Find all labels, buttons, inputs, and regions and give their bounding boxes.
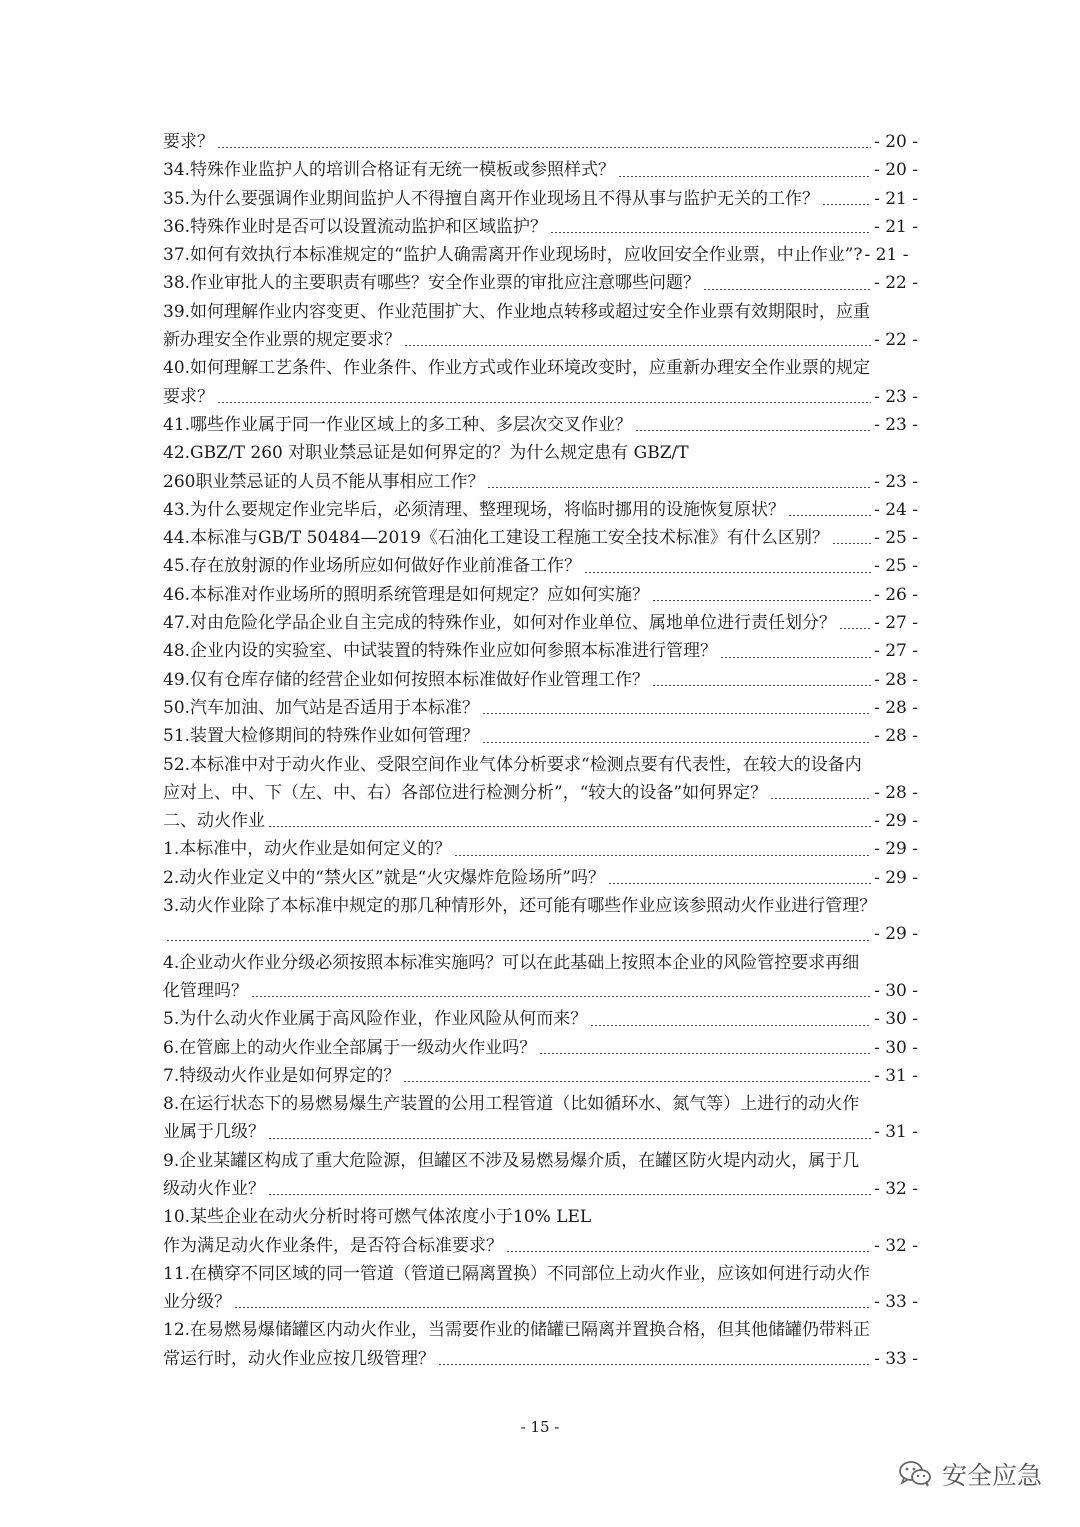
toc-page-number: - 29 -: [874, 811, 918, 832]
toc-line: [163, 552, 918, 580]
toc-line: [163, 1260, 918, 1288]
watermark: [898, 1456, 1042, 1492]
toc-line: [163, 807, 918, 835]
toc-line: [163, 977, 918, 1005]
toc-entry-text: 41.哪些作业属于同一作业区域上的多工种、多层次交叉作业？: [163, 414, 633, 435]
toc-entry-text: 二、动火作业: [163, 811, 265, 832]
dot-leader: [487, 487, 871, 488]
toc-entry-text: 260职业禁忌证的人员不能从事相应工作？: [163, 471, 485, 492]
toc-entry-text: 10.某些企业在动火分析时将可燃气体浓度小于10% LEL: [163, 1207, 592, 1228]
dot-leader: [217, 402, 871, 403]
dot-leader: [822, 204, 871, 205]
dot-leader: [584, 572, 871, 573]
toc-page-number: - 27 -: [874, 641, 918, 662]
watermark-text: 安全应急: [941, 1461, 1042, 1490]
toc-entry-text: 45.存在放射源的作业场所应如何做好作业前准备工作？: [163, 556, 582, 577]
toc-entry-text: 39.如何理解作业内容变更、作业范围扩大、作业地点转移或超过安全作业票有效期限时，应重: [163, 301, 871, 322]
toc-entry-text: 47.对由危险化学品企业自主完成的特殊作业，如何对作业单位、属地单位进行责任划分？: [163, 613, 837, 634]
dot-leader: [438, 1364, 871, 1365]
toc-line: [163, 779, 918, 807]
toc-entry-text: 46.本标准对作业场所的照明系统管理是如何规定？应如何实施？: [163, 584, 650, 605]
toc-page-number: - 31 -: [874, 1065, 918, 1086]
toc-entry-text: 42.GBZ/T 260 对职业禁忌证是如何界定的？为什么规定患有 GBZ/T: [163, 443, 689, 464]
toc-entry-text: 2.动火作业定义中的“禁火区”就是“火灾爆炸危险场所”吗？: [163, 867, 605, 888]
dot-leader: [703, 289, 871, 290]
dot-leader: [234, 1307, 871, 1308]
toc-entry-text: 6.在管廊上的动火作业全部属于一级动火作业吗？: [163, 1037, 537, 1058]
toc-line: [163, 581, 918, 609]
toc-entry-text: 9.企业某罐区构成了重大危险源，但罐区不涉及易燃易爆介质，在罐区防火堤内动火，属于几: [163, 1150, 860, 1171]
toc-line: [163, 326, 918, 354]
toc-line: [163, 1316, 918, 1344]
toc-entry-text: 作为满足动火作业条件，是否符合标准要求？: [163, 1235, 503, 1256]
toc-page-number: - 28 -: [874, 726, 918, 747]
toc-entry-text: 11.在横穿不同区域的同一管道（管道已隔离置换）不同部位上动火作业，应该如何进行动火作: [163, 1263, 871, 1284]
toc-page-number: - 28 -: [874, 669, 918, 690]
toc-entry-text: 要求？: [163, 386, 214, 407]
toc-line: [163, 1118, 918, 1146]
toc-entry-text: 52.本标准中对于动火作业、受限空间作业气体分析要求“检测点要有代表性，在较大的设备内: [163, 754, 862, 775]
toc-page-number: - 28 -: [874, 782, 918, 803]
page-number: - 15 -: [520, 1418, 560, 1436]
dot-leader: [404, 345, 871, 346]
toc-line: [163, 835, 918, 863]
toc-page-number: - 22 -: [874, 330, 918, 351]
toc-entry-text: 48.企业内设的实验室、中试装置的特殊作业应如何参照本标准进行管理？: [163, 641, 718, 662]
dot-leader: [482, 742, 871, 743]
toc-entry-text: 49.仅有仓库存储的经营企业如何按照本标准做好作业管理工作？: [163, 669, 650, 690]
toc-entry-text: 50.汽车加油、加气站是否适用于本标准？: [163, 697, 480, 718]
toc-line: [163, 949, 918, 977]
dot-leader: [482, 713, 871, 714]
dot-leader: [652, 685, 871, 686]
dot-leader: [268, 1138, 871, 1139]
toc-line: [163, 609, 918, 637]
dot-leader: [590, 1025, 871, 1026]
toc-page-number: - 25 -: [874, 556, 918, 577]
toc-line: [163, 637, 918, 665]
table-of-contents: [163, 128, 918, 1373]
dot-leader: [251, 996, 871, 997]
dot-leader: [403, 1081, 871, 1082]
dot-leader: [550, 232, 871, 233]
toc-page-number: - 23 -: [874, 471, 918, 492]
toc-entry-text: 级动火作业？: [163, 1178, 265, 1199]
dot-leader: [652, 600, 871, 601]
toc-page-number: - 29 -: [874, 839, 918, 860]
dot-leader: [166, 940, 871, 941]
toc-line: [163, 354, 918, 382]
dot-leader: [635, 430, 871, 431]
toc-page-number: - 33 -: [874, 1292, 918, 1313]
dot-leader: [454, 855, 871, 856]
toc-line: [163, 213, 918, 241]
toc-line: [163, 1203, 918, 1231]
toc-page-number: - 21 -: [874, 188, 918, 209]
toc-line: [163, 722, 918, 750]
toc-line: [163, 1062, 918, 1090]
toc-page-number: - 24 -: [874, 499, 918, 520]
toc-entry-text: 应对上、中、下（左、中、右）各部位进行检测分析”，“较大的设备”如何界定？: [163, 782, 768, 803]
toc-entry-text: 43.为什么要规定作业完毕后，必须清理、整理现场，将临时挪用的设施恢复原状？: [163, 499, 786, 520]
toc-entry-text: 4.企业动火作业分级必须按照本标准实施吗？可以在此基础上按照本企业的风险管控要求再细: [163, 952, 860, 973]
toc-entry-text: 常运行时，动火作业应按几级管理？: [163, 1348, 435, 1369]
toc-page-number: - 23 -: [874, 414, 918, 435]
toc-line: [163, 1345, 918, 1373]
toc-entry-text: 35.为什么要强调作业期间监护人不得擅自离开作业现场且不得从事与监护无关的工作？: [163, 188, 820, 209]
toc-entry-text: 38.作业审批人的主要职责有哪些？安全作业票的审批应注意哪些问题？: [163, 273, 701, 294]
dot-leader: [608, 883, 871, 884]
toc-line: [163, 1175, 918, 1203]
toc-entry-text: 5.为什么动火作业属于高风险作业，作业风险从何而来？: [163, 1009, 588, 1030]
toc-entry-text: 业分级？: [163, 1292, 231, 1313]
toc-line: [163, 241, 918, 269]
toc-line: [163, 751, 918, 779]
toc-line: [163, 383, 918, 411]
toc-line: [163, 298, 918, 326]
toc-line: [163, 269, 918, 297]
toc-page-number: - 22 -: [874, 273, 918, 294]
dot-leader: [268, 1194, 871, 1195]
toc-line: [163, 524, 918, 552]
toc-entry-text: 化管理吗？: [163, 980, 248, 1001]
dot-leader: [832, 543, 871, 544]
toc-line: [163, 1232, 918, 1260]
dot-leader: [217, 147, 871, 148]
toc-line: [163, 666, 918, 694]
dot-leader: [839, 628, 871, 629]
toc-line: [163, 439, 918, 467]
toc-entry-text: 1.本标准中，动火作业是如何定义的？: [163, 839, 452, 860]
toc-line: [163, 694, 918, 722]
wechat-icon: [898, 1460, 932, 1488]
toc-line: [163, 411, 918, 439]
toc-page-number: - 29 -: [874, 924, 918, 945]
dot-leader: [506, 1251, 871, 1252]
toc-page-number: - 21 -: [874, 216, 918, 237]
toc-entry-text: 37.如何有效执行本标准规定的“监护人确需离开作业现场时，应收回安全作业票，中止作业”?: [163, 245, 863, 266]
dot-leader: [268, 826, 871, 827]
toc-line: [163, 1288, 918, 1316]
dot-leader: [618, 176, 871, 177]
toc-entry-text: 51.装置大检修期间的特殊作业如何管理？: [163, 726, 480, 747]
toc-entry-text: 业属于几级？: [163, 1122, 265, 1143]
toc-page-number: - 33 -: [874, 1348, 918, 1369]
toc-entry-text: 36.特殊作业时是否可以设置流动监护和区域监护？: [163, 216, 548, 237]
toc-entry-text: 3.动火作业除了本标准中规定的那几种情形外，还可能有哪些作业应该参照动火作业进行管理？: [163, 896, 877, 917]
toc-line: [163, 1034, 918, 1062]
toc-line: [163, 185, 918, 213]
toc-page-number: - 20 -: [874, 132, 918, 152]
toc-entry-text: 要求？: [163, 132, 214, 152]
toc-line: [163, 1090, 918, 1118]
toc-page-number: - 30 -: [874, 980, 918, 1001]
toc-page-number: - 20 -: [874, 160, 918, 181]
toc-line: [163, 920, 918, 948]
toc-page-number: - 29 -: [874, 867, 918, 888]
toc-entry-text: 40.如何理解工艺条件、作业条件、作业方式或作业环境改变时，应重新办理安全作业票的规定: [163, 358, 871, 379]
toc-line: [163, 128, 918, 156]
toc-page-number: - 26 -: [874, 584, 918, 605]
toc-line: [163, 864, 918, 892]
toc-line: [163, 156, 918, 184]
toc-entry-text: 34.特殊作业监护人的培训合格证有无统一模板或参照样式？: [163, 160, 616, 181]
toc-page-number: - 21 -: [864, 245, 909, 266]
dot-leader: [539, 1053, 871, 1054]
toc-entry-text: 12.在易燃易爆储罐区内动火作业，当需要作业的储罐已隔离并置换合格，但其他储罐仍带料正: [163, 1320, 871, 1341]
toc-page-number: - 32 -: [874, 1178, 918, 1199]
toc-line: [163, 1147, 918, 1175]
toc-page-number: - 25 -: [874, 528, 918, 549]
toc-page-number: - 23 -: [874, 386, 918, 407]
toc-page-number: - 30 -: [874, 1037, 918, 1058]
toc-entry-text: 新办理安全作业票的规定要求？: [163, 330, 401, 351]
toc-line: [163, 468, 918, 496]
dot-leader: [720, 657, 871, 658]
dot-leader: [770, 798, 871, 799]
toc-line: [163, 496, 918, 524]
toc-page-number: - 27 -: [874, 613, 918, 634]
toc-page-number: - 31 -: [874, 1122, 918, 1143]
toc-entry-text: 44.本标准与GB/T 50484—2019《石油化工建设工程施工安全技术标准》有什么区别？: [163, 528, 829, 549]
toc-line: [163, 892, 918, 920]
toc-page-number: - 30 -: [874, 1009, 918, 1030]
toc-entry-text: 8.在运行状态下的易燃易爆生产装置的公用工程管道（比如循环水、氮气等）上进行的动火作: [163, 1094, 860, 1115]
toc-page-number: - 28 -: [874, 697, 918, 718]
toc-line: [163, 1005, 918, 1033]
dot-leader: [788, 515, 871, 516]
toc-entry-text: 7.特级动火作业是如何界定的？: [163, 1065, 401, 1086]
toc-page-number: - 32 -: [874, 1235, 918, 1256]
